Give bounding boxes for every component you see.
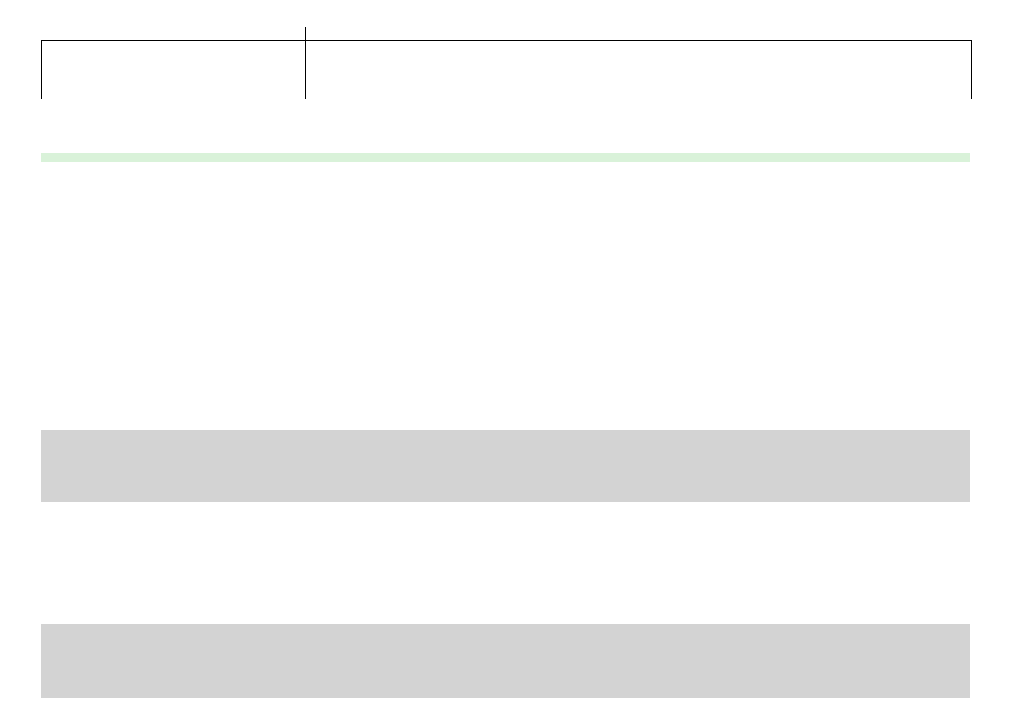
summary-block-2 [41, 624, 970, 698]
summary-block-1 [41, 430, 970, 502]
column-number-row [41, 153, 970, 162]
